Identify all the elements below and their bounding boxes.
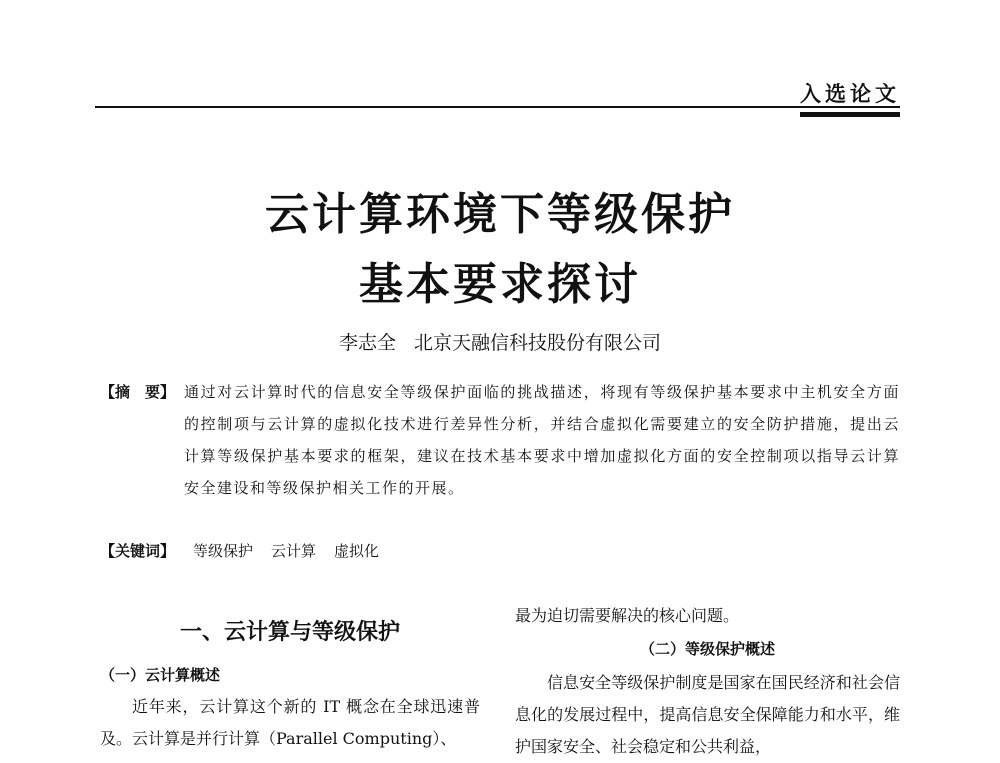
- keywords: [100, 540, 379, 561]
- subsection-heading: （一）云计算概述: [100, 666, 221, 684]
- section-heading: 一、云计算与等级保护: [179, 620, 400, 645]
- author-line: [0, 328, 1000, 355]
- abstract-label: 【摘 要】: [100, 383, 176, 401]
- abstract-text: 通过对云计算时代的信息安全等级保护面临的挑战描述，将现有等级保护基本要求中主机安全方面的控制项与云计算的虚拟化技术进行差异性分析，并结合虚拟化需要建立的安全防护措施，提出云计算等级保护基本要求的框架，建议在技术基本要求中增加虚拟化方面的安全控制项以指导云计算安全建设和等级保护相关工作的开展。: [184, 383, 900, 497]
- header-rule: [95, 106, 900, 108]
- body-paragraph-continuation: 最为迫切需要解决的核心问题。: [515, 606, 740, 625]
- author-name: 李志全: [338, 332, 396, 354]
- subsection-heading: （二）等级保护概述: [639, 640, 775, 658]
- header-rule-thick: [800, 112, 900, 117]
- keyword-item: 等级保护: [193, 542, 254, 560]
- section-tag: 入选论文: [800, 82, 900, 106]
- keywords-label: 【关键词】: [100, 542, 176, 560]
- left-column: [100, 600, 480, 755]
- author-affiliation: 北京天融信科技股份有限公司: [414, 332, 662, 354]
- title-line-2: 基本要求探讨: [359, 259, 641, 310]
- right-column: [515, 600, 900, 763]
- title-line-1: 云计算环境下等级保护: [265, 189, 735, 240]
- keyword-item: 云计算: [271, 542, 317, 560]
- body-paragraph: 近年来，云计算这个新的 IT 概念在全球迅速普及。云计算是并行计算（Parallel Computing）、: [100, 697, 480, 748]
- keyword-item: 虚拟化: [334, 542, 380, 560]
- body-paragraph: 信息安全等级保护制度是国家在国民经济和社会信息化的发展过程中，提高信息安全保障能力和水平，维护国家安全、社会稳定和公共利益，: [515, 673, 900, 756]
